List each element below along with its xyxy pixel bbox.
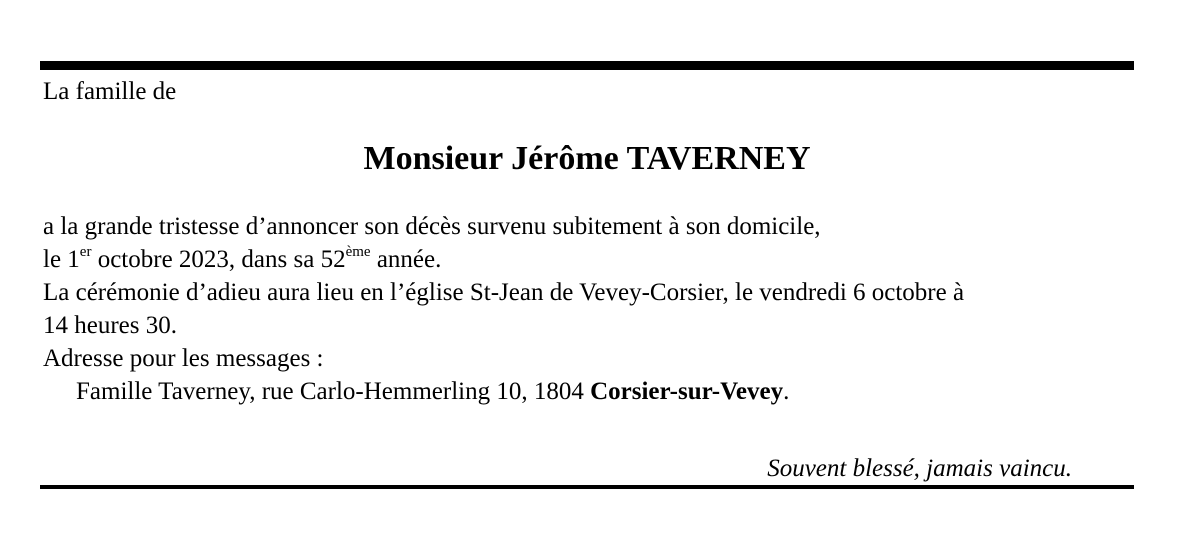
motto: Souvent blessé, jamais vaincu. <box>767 455 1072 482</box>
ceremony-line-2: 14 heures 30. <box>43 312 177 339</box>
announcement-line: a la grande tristesse d’annoncer son décès survenu subitement à son domicile, <box>43 213 821 240</box>
address-city: Corsier-sur-Vevey <box>590 378 784 405</box>
notice-body <box>43 210 1123 408</box>
family-intro: La famille de <box>43 78 177 105</box>
bottom-border-rule <box>40 485 1134 489</box>
date-day: le 1 <box>43 246 80 273</box>
age-suffix: ème <box>345 244 371 260</box>
address-street: Famille Taverney, rue Carlo-Hemmerling 10, 1804 <box>76 378 591 405</box>
address-end: . <box>783 378 790 405</box>
address-line <box>43 375 1123 408</box>
date-middle: octobre 2023, dans sa 52 <box>91 246 346 273</box>
address-label: Adresse pour les messages : <box>43 345 324 372</box>
ceremony-line-1: La cérémonie d’adieu aura lieu en l’église St-Jean de Vevey-Corsier, le vendredi 6 octobre à <box>43 279 965 306</box>
date-line <box>43 243 1123 276</box>
date-day-suffix: er <box>79 244 92 260</box>
date-end: année. <box>370 246 442 273</box>
top-border-rule <box>40 61 1134 70</box>
deceased-name-heading: Monsieur Jérôme TAVERNEY <box>363 140 811 177</box>
